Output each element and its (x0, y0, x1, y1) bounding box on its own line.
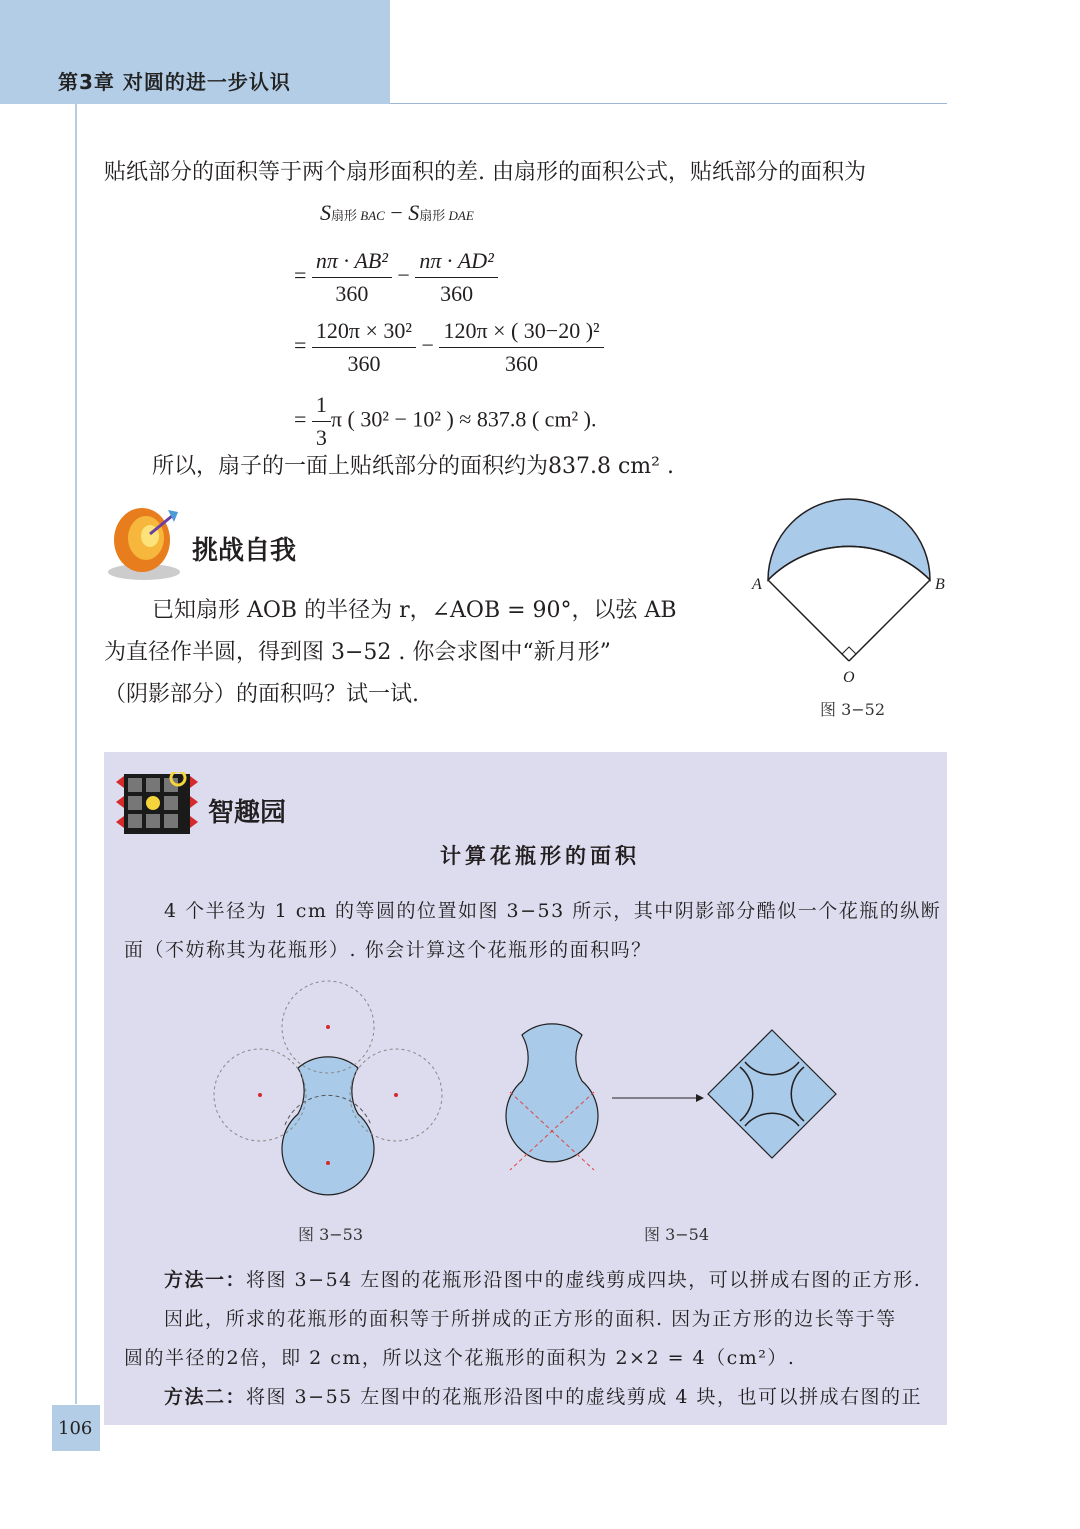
method2-line-1: 方法二：将图 3−55 左图中的花瓶形沿图中的虚线剪成 4 块，也可以拼成右图的正 (164, 1386, 922, 1408)
zhiquyuan-para-line-1: 4 个半径为 1 cm 的等圆的位置如图 3−53 所示，其中阴影部分酷似一个花瓶的纵断 (164, 900, 942, 922)
fraction: $\frac{\text{nπ · AB²}}{360}$ (312, 248, 392, 307)
fraction: $\frac{\text{120π × 30²}}{360}$ (312, 318, 416, 377)
puzzle-icon (116, 772, 198, 836)
method1-line-3: 圆的半径的2倍，即 2 cm，所以这个花瓶形的面积为 2×2 = 4（cm²）. (124, 1347, 796, 1369)
formula-line-4: = $\frac{1}{3}$ π ( 30² − 10² ) ≈ 837.8 ( cm² ). (294, 392, 597, 450)
zhiquyuan-subtitle: 计算花瓶形的面积 (440, 844, 640, 868)
figure-3-52-caption: 图 3−52 (820, 700, 886, 719)
label-o: O (843, 669, 855, 685)
method1-line-2: 因此，所求的花瓶形的面积等于所拼成的正方形的面积. 因为正方形的边长等于等 (164, 1308, 897, 1330)
header-rule (390, 103, 947, 104)
fraction: $\frac{\text{nπ · AD²}}{360}$ (415, 248, 497, 307)
formula-line-2: = $\frac{\text{nπ · AB²}}{360}$ − $\frac{\text{nπ · AD²}}{360}$ (294, 248, 498, 307)
figure-3-52 (740, 495, 960, 685)
challenge-line-3: （阴影部分）的面积吗？试一试. (104, 682, 419, 707)
figure-3-54-caption: 图 3−54 (644, 1225, 710, 1244)
label-b: B (935, 576, 945, 593)
challenge-title: 挑战自我 (192, 536, 297, 566)
label-a: A (752, 576, 762, 593)
figure-3-53-caption: 图 3−53 (298, 1225, 364, 1244)
fraction: $\frac{1}{3}$ (312, 392, 331, 451)
challenge-line-2: 为直径作半圆，得到图 3−52 . 你会求图中“新月形” (104, 640, 611, 665)
zhiquyuan-title: 智趣园 (208, 798, 287, 828)
target-icon (100, 500, 184, 584)
intro-paragraph: 贴纸部分的面积等于两个扇形面积的差. 由扇形的面积公式，贴纸部分的面积为 (104, 160, 866, 185)
page-number: 106 (58, 1418, 93, 1439)
margin-rule (75, 104, 77, 1404)
fraction: $\frac{\text{120π × ( 30−20 )²}}{360}$ (439, 318, 603, 377)
formula-line-1: S扇形 BAC − S扇形 DAE (320, 200, 474, 225)
conclusion-text: 所以，扇子的一面上贴纸部分的面积约为837.8 cm² . (152, 454, 674, 479)
challenge-line-1: 已知扇形 AOB 的半径为 r，∠AOB = 90°，以弦 AB (152, 598, 677, 623)
formula-line-3: = $\frac{\text{120π × 30²}}{360}$ − $\frac{\text{120π × ( 30−20 )²}}{360}$ (294, 318, 604, 377)
chapter-title: 第3章 对圆的进一步认识 (58, 70, 291, 94)
figure-3-53 (205, 975, 455, 1215)
method1-line-1: 方法一：将图 3−54 左图的花瓶形沿图中的虚线剪成四块，可以拼成右图的正方形. (164, 1269, 922, 1291)
figure-3-54 (500, 1020, 850, 1180)
zhiquyuan-para-line-2: 面（不妨称其为花瓶形）. 你会计算这个花瓶形的面积吗？ (124, 939, 652, 961)
